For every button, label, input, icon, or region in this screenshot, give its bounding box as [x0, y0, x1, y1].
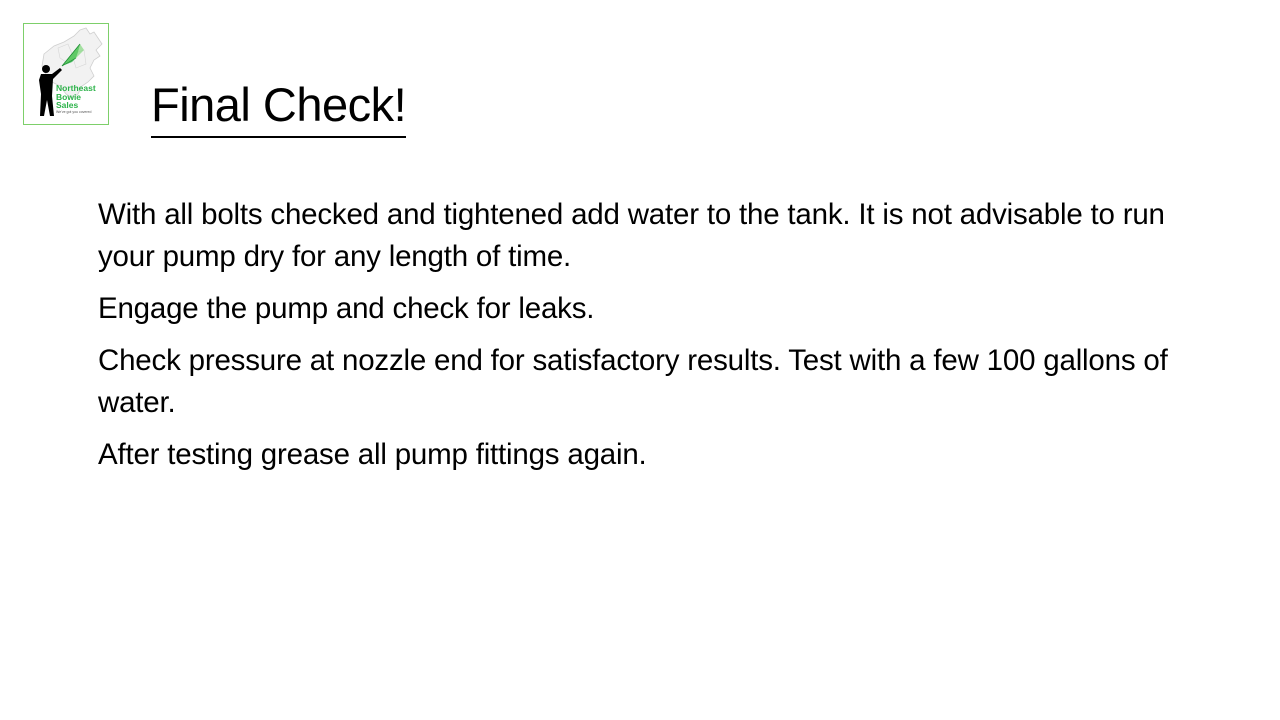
logo-wordmark — [56, 84, 96, 115]
paragraph-grease-fittings: After testing grease all pump fittings again. — [98, 438, 647, 471]
slide-body — [98, 194, 1178, 486]
paragraph-check-pressure: Check pressure at nozzle end for satisfactory results. Test with a few 100 gallons of water. — [98, 344, 1168, 419]
paragraph-engage-pump: Engage the pump and check for leaks. — [98, 292, 595, 325]
northeast-bowie-sales-logo — [23, 23, 109, 125]
paragraph-add-water: With all bolts checked and tightened add water to the tank. It is not advisable to run your pump dry for any length of time. — [98, 198, 1165, 273]
logo-line-3: Sales — [56, 100, 79, 110]
slide-title: Final Check! — [151, 74, 406, 138]
logo-line-2: Bowie — [56, 91, 82, 102]
logo-tagline: We've got you covered — [56, 109, 92, 114]
logo-line-1: Northeast — [56, 83, 96, 93]
